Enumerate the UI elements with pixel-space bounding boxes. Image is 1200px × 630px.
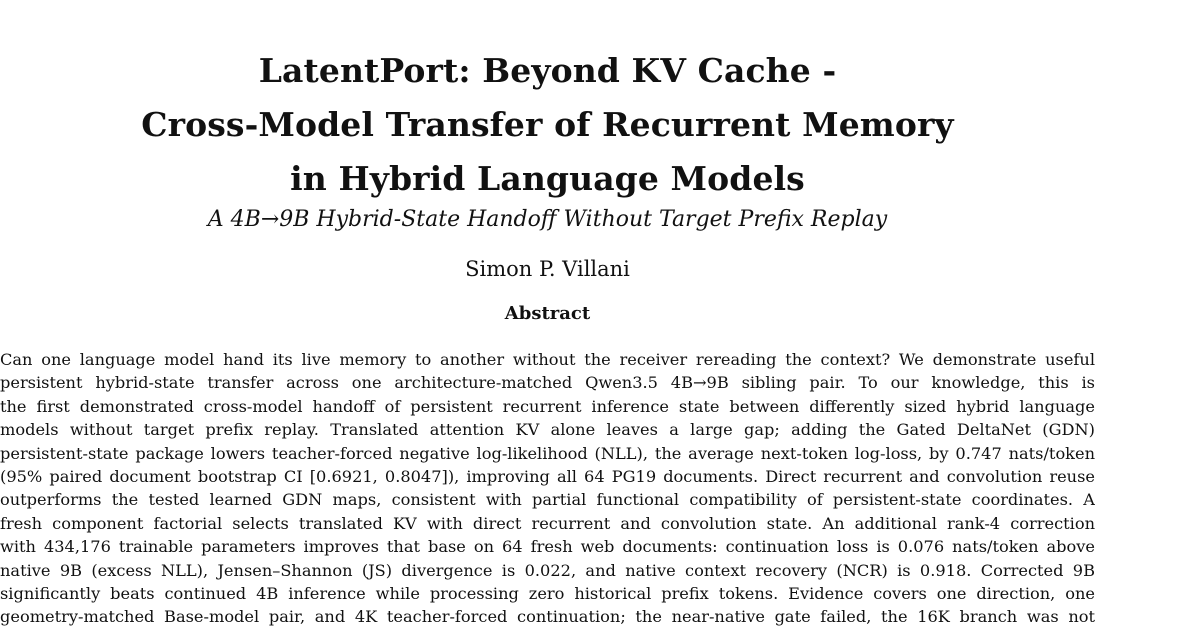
- abstract-line: native 9B (excess NLL), Jensen–Shannon (JS) divergence is 0.022, and native context recovery (NCR) is 0.918. Corrected 9B: [0, 560, 1095, 580]
- title-line-1: LatentPort: Beyond KV Cache -: [258, 51, 837, 90]
- abstract-line: with 434,176 trainable parameters improves that base on 64 fresh web documents: continuation loss is 0.076 nats/token above: [0, 537, 1095, 557]
- abstract-line: persistent-state package lowers teacher-forced negative log-likelihood (NLL), the average next-token log-loss, by 0.747 nats/token: [0, 443, 1095, 463]
- paper-title: [0, 44, 1095, 206]
- abstract-line: models without target prefix replay. Translated attention KV alone leaves a large gap; adding the Gated DeltaNet (GDN): [0, 420, 1095, 440]
- abstract-line: outperforms the tested learned GDN maps, consistent with partial functional compatibility of persistent-state coordinates. A: [0, 490, 1095, 510]
- author-name: Simon P. Villani: [465, 257, 630, 281]
- abstract-heading: Abstract: [504, 303, 591, 324]
- abstract-line: persistent hybrid-state transfer across one architecture-matched Qwen3.5 4B→9B sibling pair. To our knowledge, this is: [0, 373, 1095, 393]
- abstract-line: significantly beats continued 4B inference while processing zero historical prefix tokens. Evidence covers one direction, one: [0, 584, 1095, 604]
- abstract-line: the first demonstrated cross-model handoff of persistent recurrent inference state between differently sized hybrid language: [0, 396, 1095, 416]
- abstract-line: Can one language model hand its live memory to another without the receiver rereading the context? We demonstrate useful: [0, 350, 1095, 369]
- abstract-line: geometry-matched Base-model pair, and 4K teacher-forced continuation; the near-native gate failed, the 16K branch was not: [0, 607, 1095, 627]
- title-line-2: Cross-Model Transfer of Recurrent Memory: [141, 105, 954, 144]
- abstract-body: [0, 348, 1095, 629]
- paper-subtitle: A 4B→9B Hybrid-State Handoff Without Target Prefix Replay: [207, 207, 888, 232]
- title-line-3: in Hybrid Language Models: [290, 159, 805, 198]
- abstract-line: fresh component factorial selects translated KV with direct recurrent and convolution state. An additional rank-4 correction: [0, 513, 1095, 533]
- abstract-line: (95% paired document bootstrap CI [0.6921, 0.8047]), improving all 64 PG19 documents. Direct recurrent and convolution reuse: [0, 467, 1095, 487]
